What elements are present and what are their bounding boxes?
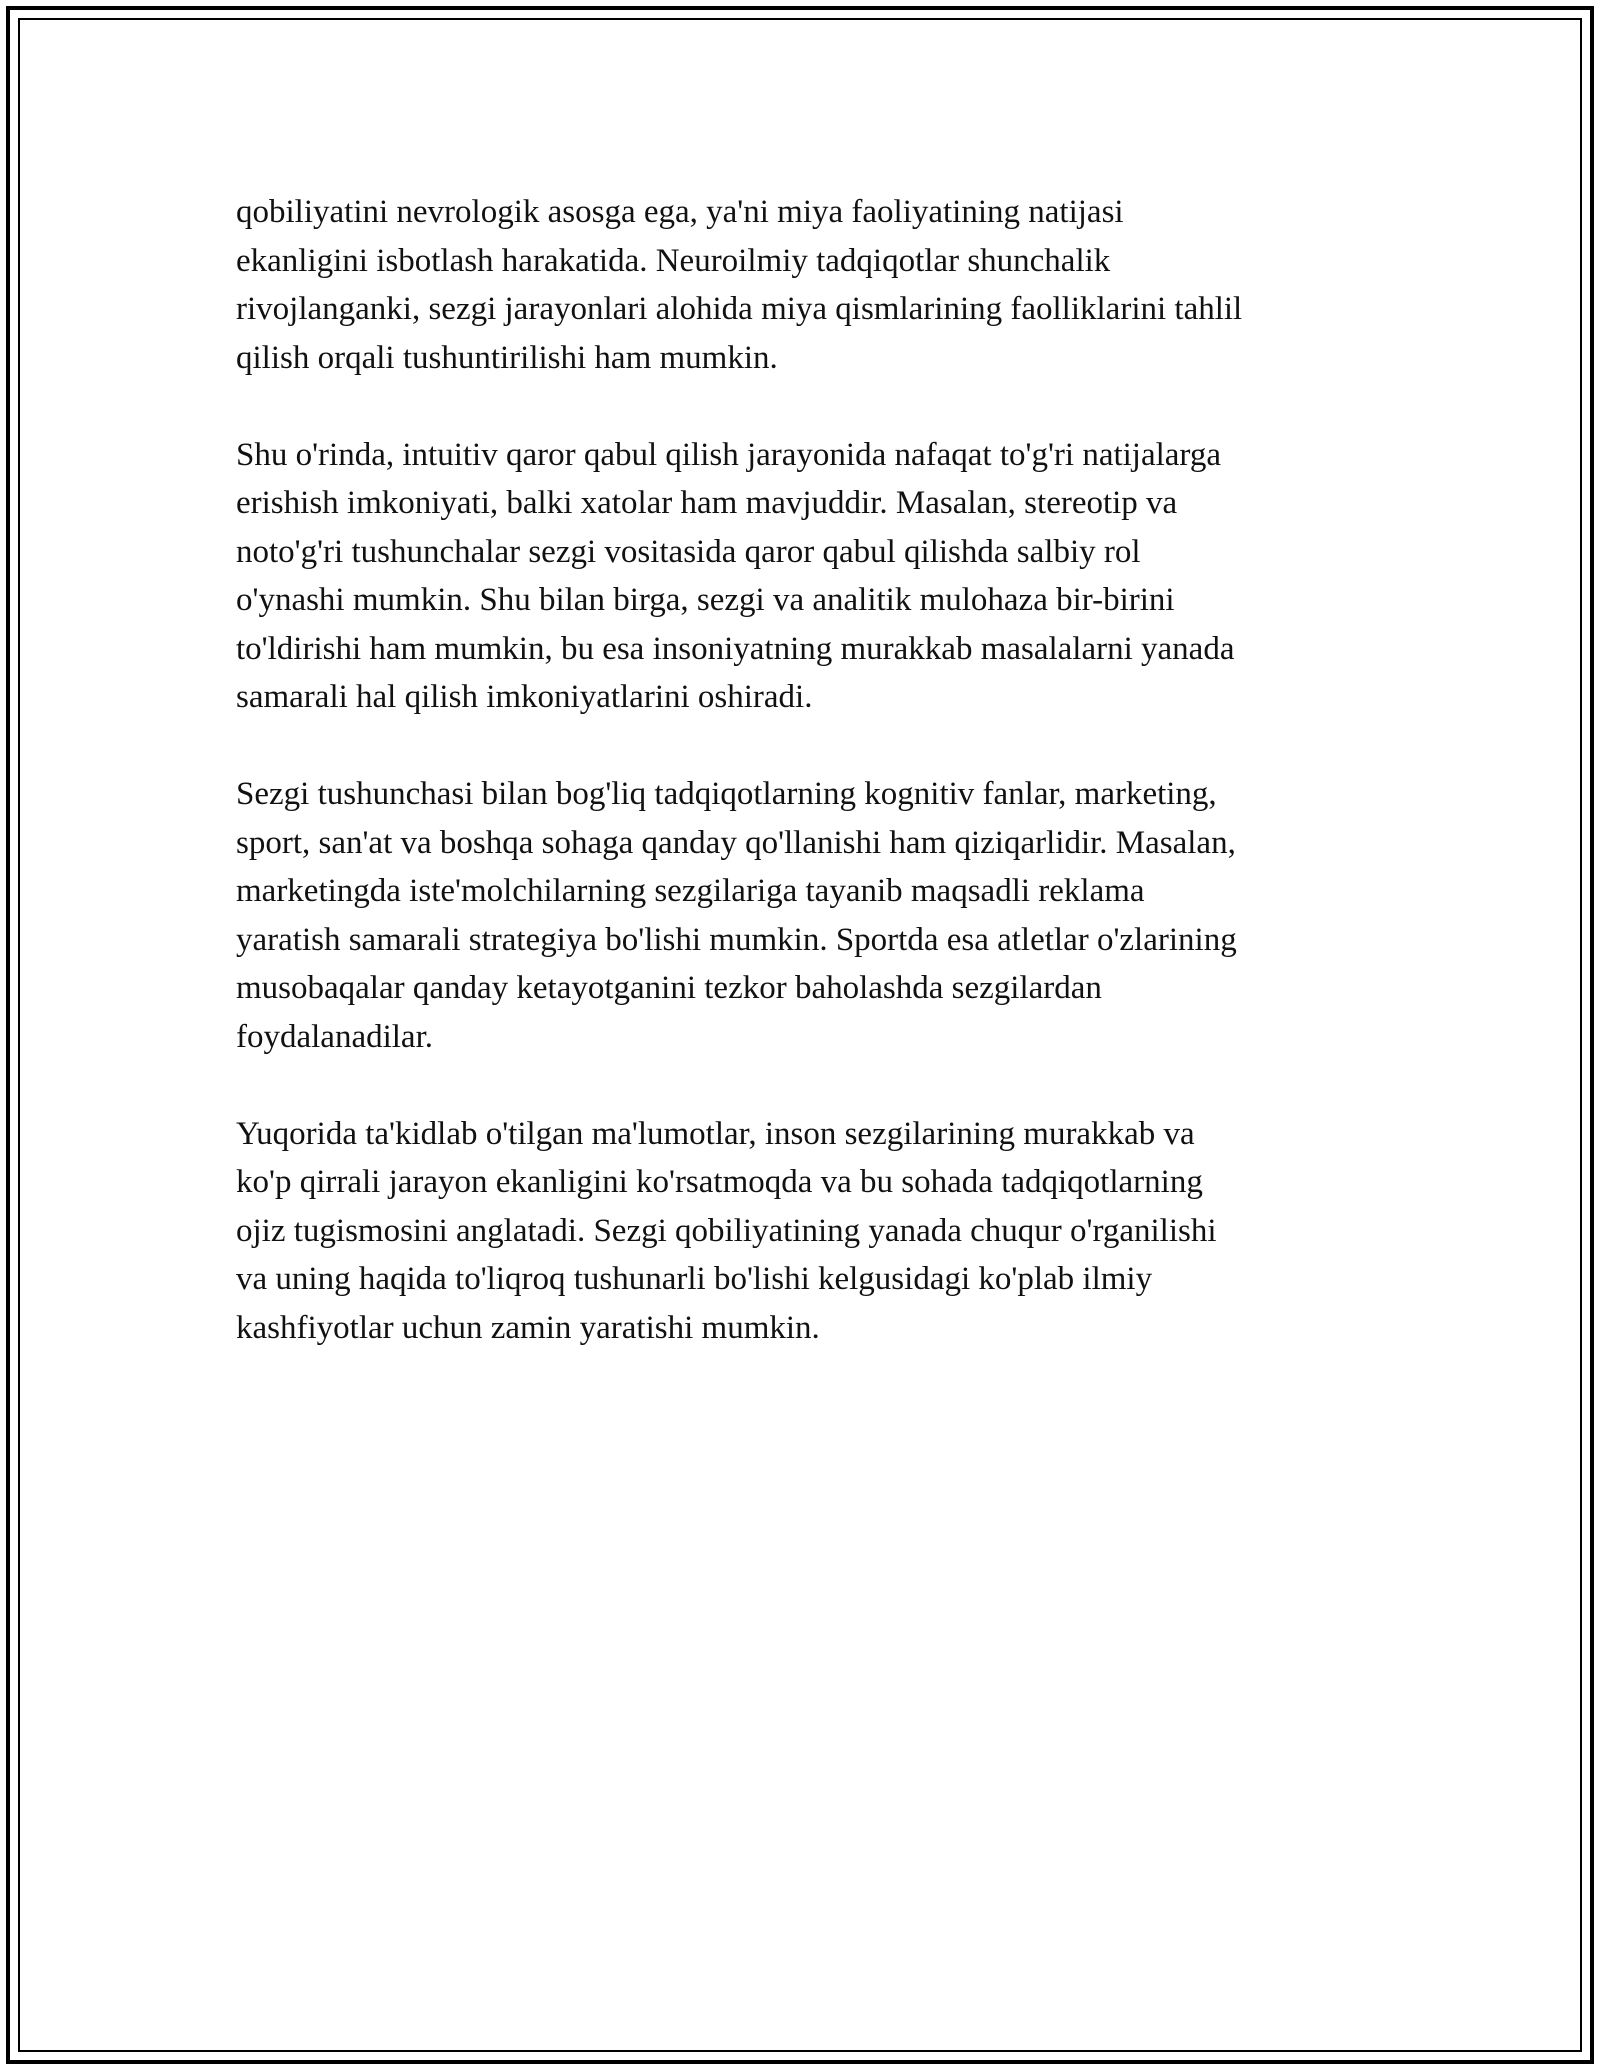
paragraph-1: qobiliyatini nevrologik asosga ega, ya'ni miya faoliyatining natijasi ekanligini isbotlash harakatida. Neuroilmiy tadqiqotlar shunchalik rivojlanganki, sezgi jarayonlari alohida miya qismlarining faolliklarini tahlil qilish orqali tushuntirilishi ham mumkin. bbox=[236, 194, 1243, 376]
paragraph-3: Sezgi tushunchasi bilan bog'liq tadqiqotlarning kognitiv fanlar, marketing, sport, san'at va boshqa sohaga qanday qo'llanishi ham qiziqarlidir. Masalan, marketingda iste'molchilarning sezgilariga tayanib maqsadli reklama yaratish samarali strategiya bo'lishi mumkin. Sportda esa atletlar o'zlarining musobaqalar qanday ketayotganini tezkor baholashda sezgilardan foydalanadilar. bbox=[236, 776, 1237, 1055]
document-body bbox=[236, 188, 1376, 1401]
paragraph-2: Shu o'rinda, intuitiv qaror qabul qilish jarayonida nafaqat to'g'ri natijalarga erishish imkoniyati, balki xatolar ham mavjuddir. Masalan, stereotip va noto'g'ri tushunchalar sezgi vositasida qaror qabul qilishda salbiy rol o'ynashi mumkin. Shu bilan birga, sezgi va analitik mulohaza bir-birini to'ldirishi ham mumkin, bu esa insoniyatning murakkab masalalarni yanada samarali hal qilish imkoniyatlarini oshiradi. bbox=[236, 436, 1235, 715]
paragraph-4: Yuqorida ta'kidlab o'tilgan ma'lumotlar, inson sezgilarining murakkab va ko'p qirrali jarayon ekanligini ko'rsatmoqda va bu sohada tadqiqotlarning ojiz tugismosini anglatadi. Sezgi qobiliyatining yanada chuqur o'rganilishi va uning haqida to'liqroq tushunarli bo'lishi kelgusidagi ko'plab ilmiy kashfiyotlar uchun zamin yaratishi mumkin. bbox=[236, 1115, 1217, 1346]
